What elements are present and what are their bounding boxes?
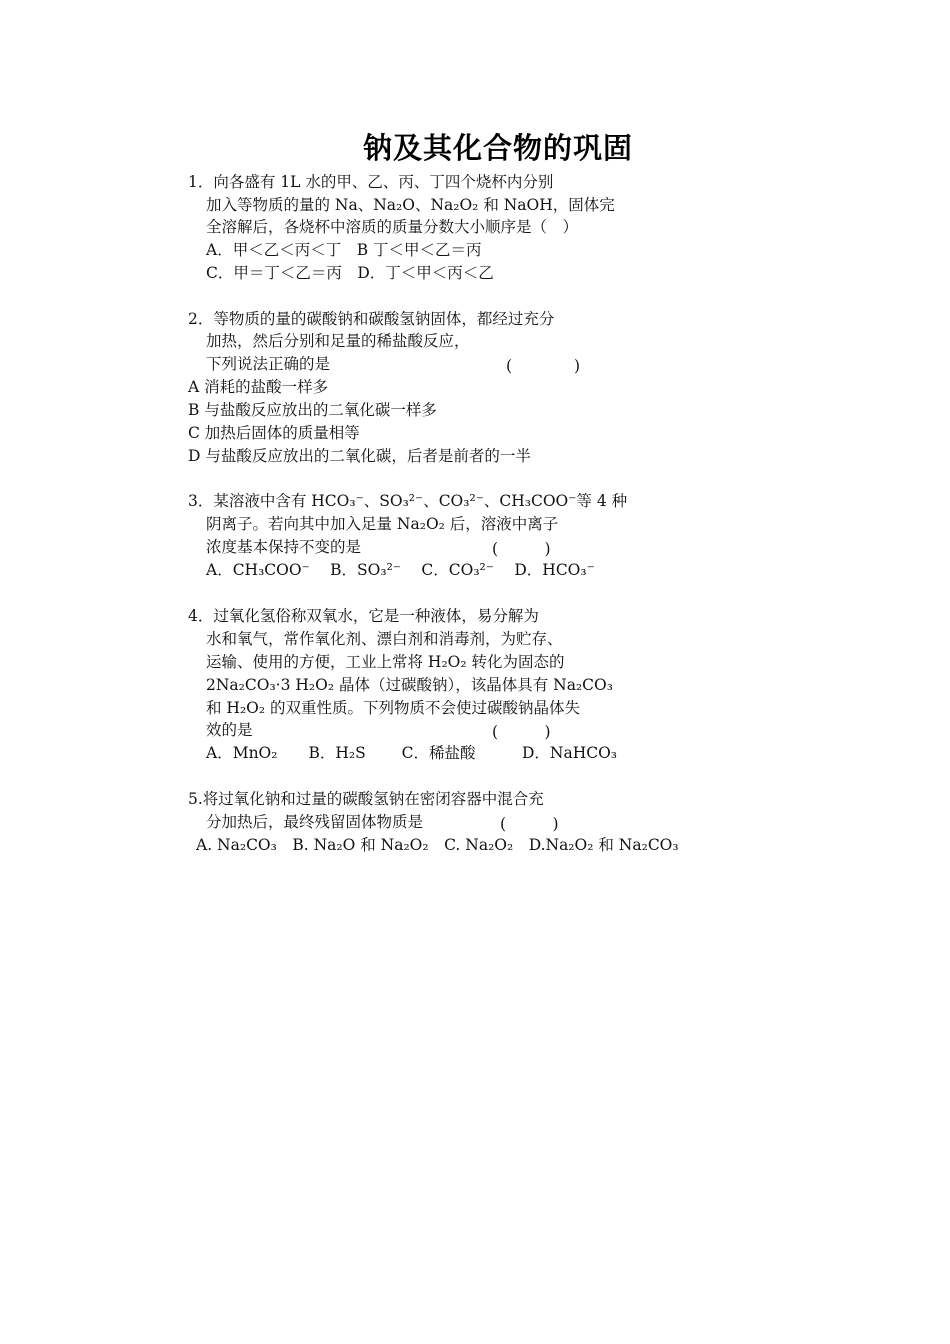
question-4-line-5: 和 H₂O₂ 的双重性质。下列物质不会使过碳酸钠晶体失 (206, 699, 581, 717)
question-5-options: A. Na₂CO₃ B. Na₂O 和 Na₂O₂ C. Na₂O₂ D.Na₂O₂ 和 Na₂CO₃ (196, 836, 679, 854)
question-2-line-1: 2．等物质的量的碳酸钠和碳酸氢钠固体，都经过充分 (188, 310, 555, 328)
question-1-option-2: C．甲＝丁＜乙＝丙 D．丁＜甲＜丙＜乙 (206, 264, 494, 282)
question-1-line-2: 加入等物质的量的 Na、Na₂O、Na₂O₂ 和 NaOH，固体完 (206, 196, 615, 214)
page-title: 钠及其化合物的巩固 (362, 131, 633, 165)
question-2-answer-blank: ( ) (506, 357, 581, 375)
question-1-option-1: A．甲＜乙＜丙＜丁 B 丁＜甲＜乙＝丙 (206, 241, 482, 259)
question-4-line-4: 2Na₂CO₃·3 H₂O₂ 晶体（过碳酸钠），该晶体具有 Na₂CO₃ (206, 676, 613, 694)
question-2-option-d: D 与盐酸反应放出的二氧化碳，后者是前者的一半 (188, 447, 531, 465)
question-2-option-a: A 消耗的盐酸一样多 (188, 378, 329, 396)
question-1-line-3: 全溶解后，各烧杯中溶质的质量分数大小顺序是（ ） (206, 218, 579, 236)
question-2-line-3: 下列说法正确的是 (206, 355, 331, 373)
question-4-line-6: 效的是 (206, 721, 253, 739)
question-5-line-2: 分加热后，最终残留固体物质是 (206, 813, 424, 831)
question-2-option-c: C 加热后固体的质量相等 (188, 424, 360, 442)
question-3-line-1: 3．某溶液中含有 HCO₃⁻、SO₃²⁻、CO₃²⁻、CH₃COO⁻等 4 种 (188, 492, 628, 510)
question-3-options: A．CH₃COO⁻ B．SO₃²⁻ C．CO₃²⁻ D．HCO₃⁻ (206, 561, 595, 579)
question-5-answer-blank: ( ) (500, 815, 559, 833)
question-3-answer-blank: ( ) (492, 540, 551, 558)
question-3-line-3: 浓度基本保持不变的是 (206, 538, 362, 556)
question-5-line-1: 5.将过氧化钠和过量的碳酸氢钠在密闭容器中混合充 (188, 790, 544, 808)
question-1-line-1: 1．向各盛有 1L 水的甲、乙、丙、丁四个烧杯内分别 (188, 173, 554, 191)
question-4-line-1: 4．过氧化氢俗称双氧水，它是一种液体，易分解为 (188, 607, 539, 625)
question-4-options: A．MnO₂ B．H₂S C．稀盐酸 D．NaHCO₃ (206, 744, 618, 762)
question-4-line-3: 运输、使用的方便，工业上常将 H₂O₂ 转化为固态的 (206, 653, 565, 671)
question-4-answer-blank: ( ) (492, 723, 551, 741)
question-2-line-2: 加热，然后分别和足量的稀盐酸反应， (206, 332, 470, 350)
question-2-option-b: B 与盐酸反应放出的二氧化碳一样多 (188, 401, 437, 419)
question-4-line-2: 水和氧气，常作氧化剂、漂白剂和消毒剂，为贮存、 (206, 630, 563, 648)
question-3-line-2: 阴离子。若向其中加入足量 Na₂O₂ 后，溶液中离子 (206, 515, 559, 533)
